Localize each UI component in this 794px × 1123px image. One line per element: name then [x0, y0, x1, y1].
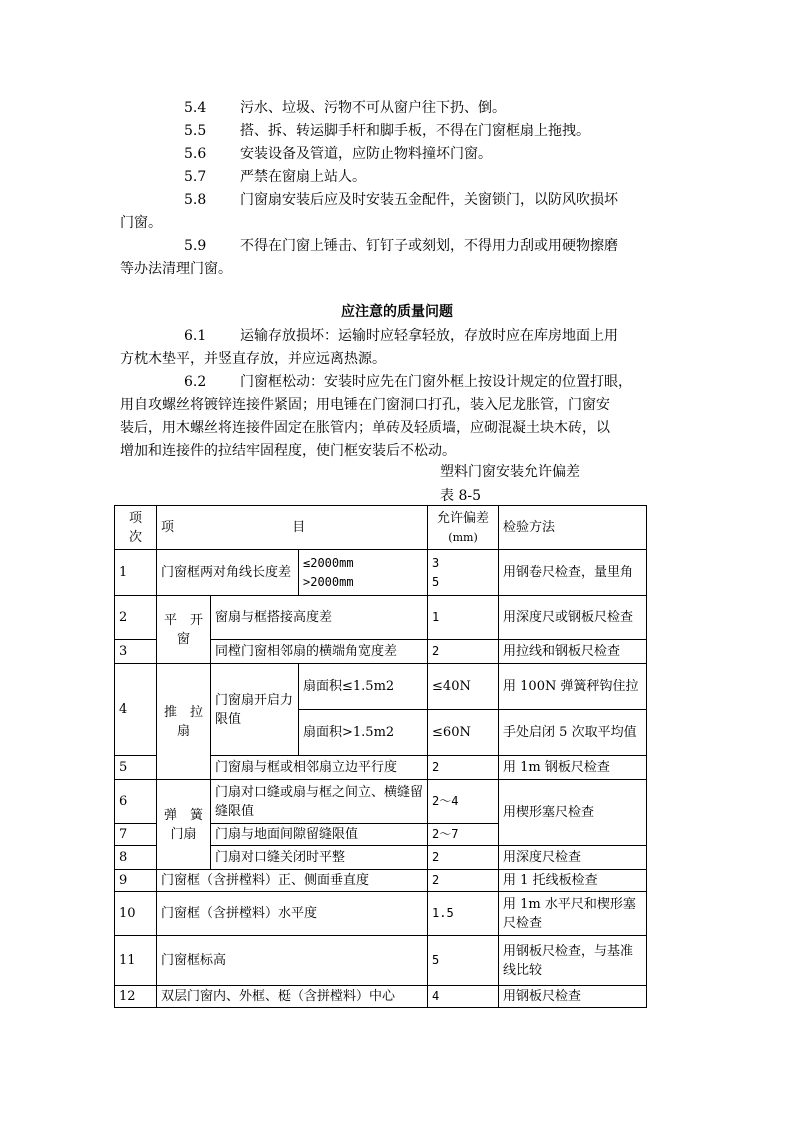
- row-no: 12: [115, 986, 157, 1008]
- row-value: 2～4: [428, 780, 499, 824]
- row-value: 2: [428, 846, 499, 870]
- clause-text: 严禁在窗扇上站人。: [240, 169, 366, 185]
- row-value: 5: [428, 936, 499, 986]
- row-method: 用拉线和钢板尺检查: [499, 640, 647, 664]
- clause-text: 污水、垃圾、污物不可从窗户往下扔、倒。: [240, 100, 506, 116]
- clause-number: 5.8: [184, 192, 207, 208]
- clause-number: 5.7: [184, 169, 207, 185]
- clause-continuation: 用自攻螺丝将镀锌连接件紧固；用电锤在门窗洞口打孔，装入尼龙胀管，门窗安: [120, 397, 610, 413]
- row-value: 2: [428, 756, 499, 780]
- row-no: 7: [115, 824, 157, 846]
- clause-continuation: 方枕木垫平，并竖直存放，并应远离热源。: [120, 351, 386, 367]
- row-item: 门扇与地面间隙留缝限值: [211, 824, 428, 846]
- table-row: [115, 550, 647, 596]
- row-no: 9: [115, 870, 157, 892]
- row-value: 1.5: [428, 892, 499, 936]
- row-method: 用深度尺或钢板尺检查: [499, 596, 647, 640]
- header-tolerance-label: 允许偏差: [437, 510, 490, 526]
- clause-continuation: 增加和连接件的拉结牢固程度，使门框安装后不松动。: [120, 443, 456, 459]
- table-row: [115, 664, 647, 710]
- clause-number: 5.6: [184, 146, 207, 162]
- row-method: 用 1m 钢板尺检查: [499, 756, 647, 780]
- row-values: [428, 550, 499, 596]
- header-item: [157, 506, 428, 550]
- para-5-5: [120, 120, 676, 143]
- clause-number: 6.2: [184, 374, 207, 390]
- row-value: 4: [428, 986, 499, 1008]
- table-header-row: [115, 506, 647, 550]
- tolerance-table: [114, 505, 647, 1008]
- row-value: 2: [428, 640, 499, 664]
- table-number: 表 8-5: [440, 488, 481, 504]
- section-heading: 应注意的质量问题: [341, 304, 453, 320]
- header-tolerance: [428, 506, 499, 550]
- clause-continuation: 门窗。: [120, 215, 162, 231]
- row-value: 1: [428, 596, 499, 640]
- group-sliding: 推 拉 扇: [157, 664, 211, 780]
- para-6-1: [120, 325, 676, 371]
- row-item: 门窗扇与框或相邻扇立边平行度: [211, 756, 428, 780]
- row-method: 用 1 托线板检查: [499, 870, 647, 892]
- clause-number: 5.5: [184, 123, 207, 139]
- row-item: 门扇对口缝或扇与框之间立、横缝留缝限值: [211, 780, 428, 824]
- para-5-6: [120, 143, 676, 166]
- row-value: ≤40N: [428, 664, 499, 710]
- row-no: 5: [115, 756, 157, 780]
- row-value: 3: [432, 555, 440, 570]
- row-method: 用钢板尺检查: [499, 986, 647, 1008]
- row-method: 用楔形塞尺检查: [499, 780, 647, 846]
- clause-continuation: 装后，用木螺丝将连接件固定在胀管内；单砖及轻质墙，应砌混凝土块木砖，以: [120, 420, 610, 436]
- group-casement: 平 开 窗: [157, 596, 211, 664]
- header-method: 检验方法: [499, 506, 647, 550]
- table-row: [115, 986, 647, 1008]
- row-condition: ≤2000mm: [303, 555, 354, 570]
- clause-text: 门窗扇安装后应及时安装五金配件，关窗锁门，以防风吹损坏: [240, 192, 618, 208]
- row-no: 2: [115, 596, 157, 640]
- header-item-no: 项 次: [115, 506, 157, 550]
- para-5-4: [120, 97, 676, 120]
- row-item: 门窗框两对角线长度差: [157, 550, 299, 596]
- row-no: 8: [115, 846, 157, 870]
- clause-text: 不得在门窗上锤击、钉钉子或刻划，不得用力刮或用硬物擦磨: [240, 238, 618, 254]
- row-method: 用钢板尺检查，与基准线比较: [499, 936, 647, 986]
- para-6-2: [120, 371, 676, 463]
- header-item-a: 项: [161, 520, 175, 535]
- row-condition: 扇面积≤1.5m2: [299, 664, 428, 710]
- row-method: 手处启闭 5 次取平均值: [499, 710, 647, 756]
- para-5-9: [120, 235, 676, 281]
- row-no: 6: [115, 780, 157, 824]
- row-no: 11: [115, 936, 157, 986]
- row-method: 用 100N 弹簧秤钩住拉: [499, 664, 647, 710]
- row-value: 2～7: [428, 824, 499, 846]
- row-method: 用 1m 水平尺和楔形塞尺检查: [499, 892, 647, 936]
- row-condition: 扇面积>1.5m2: [299, 710, 428, 756]
- row-item: 门窗框（含拼樘料）水平度: [157, 892, 428, 936]
- row-item: 双层门窗内、外框、梃（含拼樘料）中心: [157, 986, 428, 1008]
- row-condition: >2000mm: [303, 574, 354, 589]
- clause-number: 5.9: [184, 238, 207, 254]
- row-item: 门窗框标高: [157, 936, 428, 986]
- header-tolerance-unit: (mm): [448, 530, 478, 544]
- table-row: [115, 892, 647, 936]
- row-item: 门窗框（含拼樘料）正、侧面垂直度: [157, 870, 428, 892]
- table-row: [115, 870, 647, 892]
- clause-number: 6.1: [184, 328, 207, 344]
- row-value: 2: [428, 870, 499, 892]
- header-item-b: 目: [292, 520, 306, 535]
- row-method: 用深度尺检查: [499, 846, 647, 870]
- clause-text: 门窗框松动：安装时应先在门窗外框上按设计规定的位置打眼，: [240, 374, 632, 390]
- row-item: 同樘门窗相邻扇的横端角宽度差: [211, 640, 428, 664]
- group-spring-door: 弹 簧 门扇: [157, 780, 211, 870]
- row-method: 用钢卷尺检查，量里角: [499, 550, 647, 596]
- clause-continuation: 等办法清理门窗。: [120, 261, 232, 277]
- row-value: ≤60N: [428, 710, 499, 756]
- clause-text: 运输存放损坏：运输时应轻拿轻放，存放时应在库房地面上用: [240, 328, 618, 344]
- row-value: 5: [432, 574, 440, 589]
- table-row: [115, 780, 647, 824]
- row-no: 1: [115, 550, 157, 596]
- clause-text: 搭、拆、转运脚手杆和脚手板，不得在门窗框扇上拖拽。: [240, 123, 590, 139]
- row-no: 10: [115, 892, 157, 936]
- row-item: 门扇对口缝关闭时平整: [211, 846, 428, 870]
- clause-text: 安装设备及管道，应防止物料撞坏门窗。: [240, 146, 492, 162]
- para-5-8: [120, 189, 676, 235]
- row-no: 3: [115, 640, 157, 664]
- row-item: 窗扇与框搭接高度差: [211, 596, 428, 640]
- table-row: [115, 936, 647, 986]
- row-no: 4: [115, 664, 157, 756]
- para-5-7: [120, 166, 676, 189]
- row-item: 门窗扇开启力限值: [211, 664, 299, 756]
- table-title: 塑料门窗安装允许偏差: [440, 464, 580, 480]
- row-conditions: [299, 550, 428, 596]
- clause-number: 5.4: [184, 100, 207, 116]
- table-row: [115, 596, 647, 640]
